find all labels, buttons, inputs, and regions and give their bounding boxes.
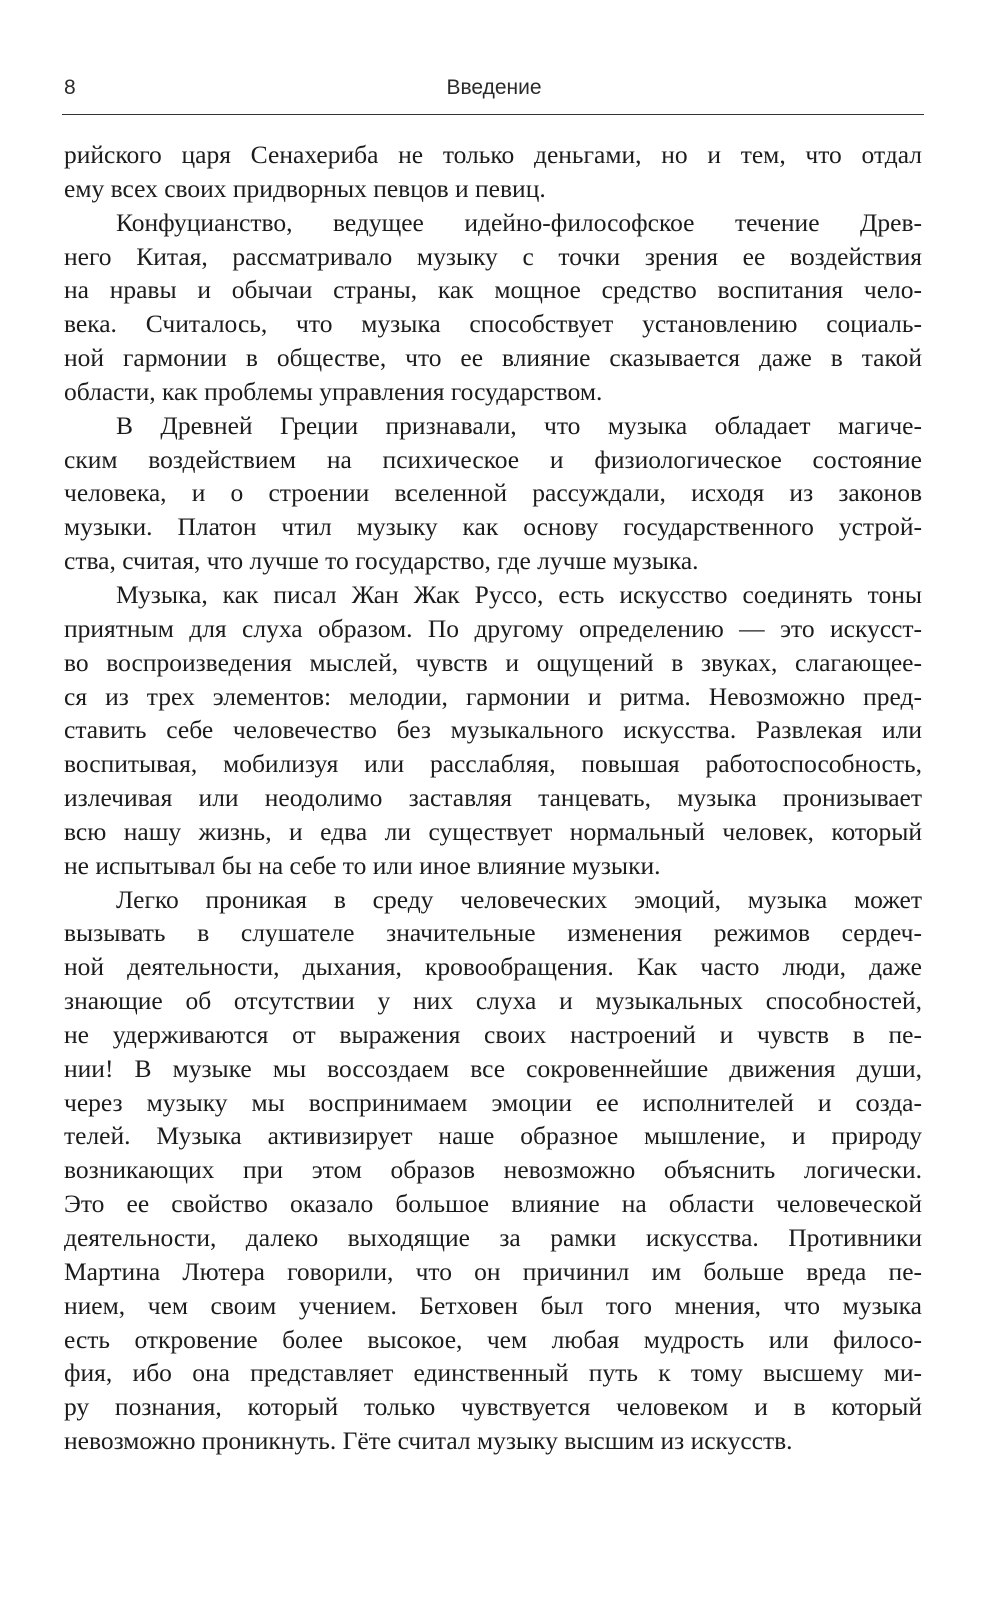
- text-line: ру познания, который только чувствуется человеком и в который: [64, 1392, 922, 1422]
- body-text: [64, 138, 922, 1458]
- text-line: на нравы и обычаи страны, как мощное средство воспитания чело-: [64, 275, 922, 305]
- running-head: [64, 76, 924, 108]
- text-line: нием, чем своим учением. Бетховен был того мнения, что музыка: [64, 1290, 922, 1320]
- text-line: излечивая или неодолимо заставляя танцевать, музыка пронизывает: [64, 783, 922, 813]
- text-line: вызывать в слушателе значительные изменения режимов сердеч-: [64, 918, 922, 948]
- text-line: ским воздействием на психическое и физиологическое состояние: [64, 444, 922, 474]
- paragraph-2: [64, 206, 922, 409]
- text-line: В Древней Греции признавали, что музыка обладает магиче-: [116, 410, 922, 440]
- text-line: всю нашу жизнь, и едва ли существует нормальный человек, который: [64, 816, 922, 846]
- text-line: нии! В музыке мы воссоздаем все сокровеннейшие движения души,: [64, 1053, 922, 1083]
- text-line: области, как проблемы управления государством.: [64, 376, 603, 406]
- section-title: Введение: [446, 76, 542, 99]
- text-line: него Китая, рассматривало музыку с точки зрения ее воздействия: [64, 241, 922, 271]
- text-line: возникающих при этом образов невозможно объяснить логически.: [64, 1155, 922, 1185]
- text-line: ему всех своих придворных певцов и певиц.: [64, 173, 546, 203]
- text-line: ной деятельности, дыхания, кровообращения. Как часто люди, даже: [64, 952, 922, 982]
- paragraph-1: [64, 138, 922, 206]
- text-line: Конфуцианство, ведущее идейно-философское течение Древ-: [116, 207, 922, 237]
- text-line: музыки. Платон чтил музыку как основу государственного устрой-: [64, 512, 922, 542]
- text-line: не испытывал бы на себе то или иное влияние музыки.: [64, 850, 661, 880]
- text-line: есть откровение более высокое, чем любая мудрость или филосо-: [64, 1324, 922, 1354]
- text-line: воспитывая, мобилизуя или расслабляя, повышая работоспособность,: [64, 749, 922, 779]
- text-line: человека, и о строении вселенной рассуждали, исходя из законов: [64, 478, 922, 508]
- text-line: ся из трех элементов: мелодии, гармонии и ритма. Невозможно пред-: [64, 681, 922, 711]
- text-line: ставить себе человечество без музыкального искусства. Развлекая или: [64, 715, 922, 745]
- text-line: Это ее свойство оказало большое влияние на области человеческой: [64, 1189, 922, 1219]
- text-line: невозможно проникнуть. Гёте считал музыку высшим из искусств.: [64, 1426, 793, 1456]
- text-line: не удерживаются от выражения своих настроений и чувств в пе-: [64, 1019, 922, 1049]
- paragraph-4: [64, 578, 922, 883]
- text-line: Музыка, как писал Жан Жак Руссо, есть искусство соединять тоны: [116, 579, 922, 609]
- header-rule: [62, 114, 924, 115]
- text-line: через музыку мы воспринимаем эмоции ее исполнителей и созда-: [64, 1087, 922, 1117]
- text-line: века. Считалось, что музыка способствует установлению социаль-: [64, 309, 922, 339]
- text-line: фия, ибо она представляет единственный путь к тому высшему ми-: [64, 1358, 922, 1388]
- paragraph-5: [64, 883, 922, 1458]
- text-line: Легко проникая в среду человеческих эмоций, музыка может: [116, 884, 922, 914]
- text-line: знающие об отсутствии у них слуха и музыкальных способностей,: [64, 986, 922, 1016]
- text-line: ной гармонии в обществе, что ее влияние сказывается даже в такой: [64, 343, 922, 373]
- text-line: приятным для слуха образом. По другому определению — это искусст-: [64, 613, 922, 643]
- page-number: 8: [64, 76, 76, 99]
- text-line: во воспроизведения мыслей, чувств и ощущений в звуках, слагающее-: [64, 647, 922, 677]
- text-line: Мартина Лютера говорили, что он причинил им больше вреда пе-: [64, 1256, 922, 1286]
- text-line: рийского царя Сенахериба не только деньгами, но и тем, что отдал: [64, 140, 922, 169]
- text-line: телей. Музыка активизирует наше образное мышление, и природу: [64, 1121, 922, 1151]
- text-line: ства, считая, что лучше то государство, где лучше музыка.: [64, 546, 699, 576]
- text-line: деятельности, далеко выходящие за рамки искусства. Противники: [64, 1223, 922, 1252]
- paragraph-3: [64, 409, 922, 578]
